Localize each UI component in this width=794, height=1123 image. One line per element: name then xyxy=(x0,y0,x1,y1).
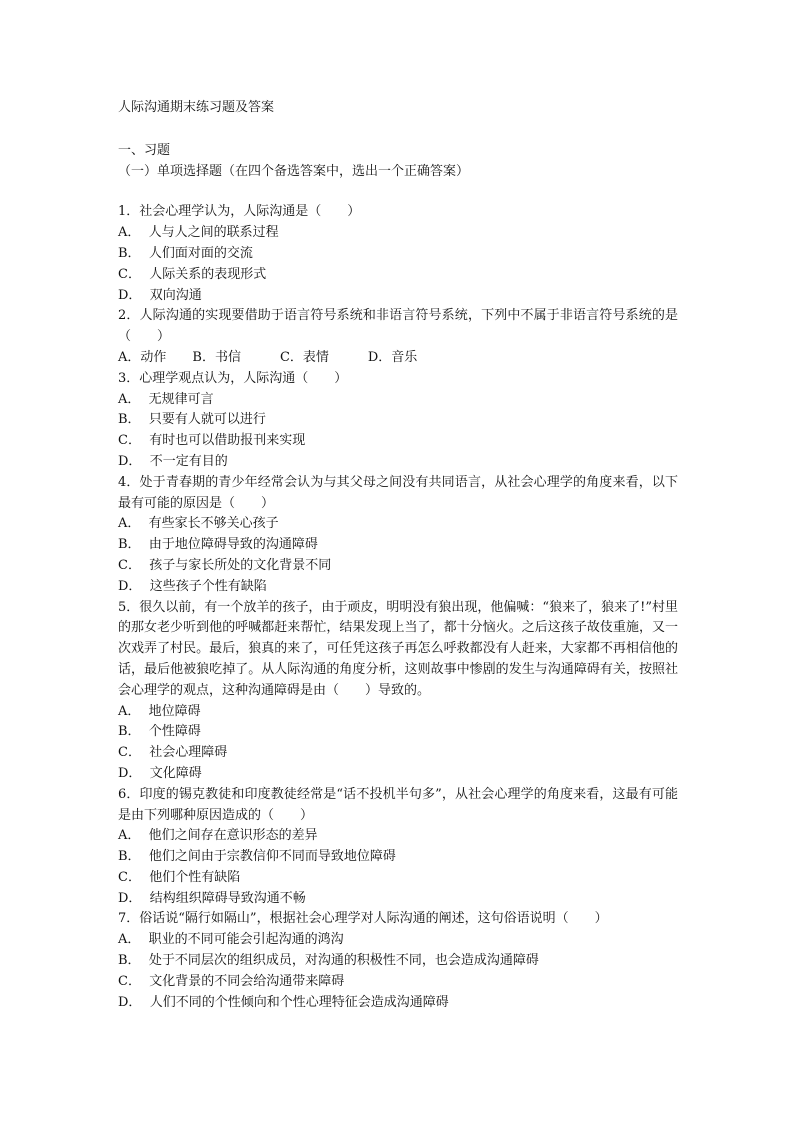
question-4-stem: 4．处于青春期的青少年经常会认为与其父母之间没有共同语言，从社会心理学的角度来看，以下最有可能的原因是（ ） xyxy=(118,474,678,511)
question-6-option-a: A． 他们之间存在意识形态的差异 xyxy=(118,828,318,844)
spacer xyxy=(118,182,678,202)
question-6-option-d: D． 结构组织障碍导致沟通不畅 xyxy=(118,890,306,906)
question-4-option-a: A． 有些家长不够关心孩子 xyxy=(118,516,279,532)
question-3-option-b: B． 只要有人就可以进行 xyxy=(118,412,266,428)
question-4-option-c: C． 孩子与家长所处的文化背景不同 xyxy=(118,557,332,573)
question-3-stem: 3．心理学观点认为，人际沟通（ ） xyxy=(118,370,348,386)
spacer xyxy=(118,119,678,141)
question-5-option-d: D． 文化障碍 xyxy=(118,765,202,781)
question-1-stem: 1．社会心理学认为，人际沟通是（ ） xyxy=(118,204,361,220)
question-3-option-c: C． 有时也可以借助报刊来实现 xyxy=(118,433,306,449)
question-3-option-a: A． 无规律可言 xyxy=(118,391,214,407)
question-7-option-d: D． 人们不同的个性倾向和个性心理特征会造成沟通障碍 xyxy=(118,994,449,1010)
subsection-heading: （一）单项选择题（在四个备选答案中，选出一个正确答案） xyxy=(118,163,470,179)
question-1-option-a: A． 人与人之间的联系过程 xyxy=(118,225,279,241)
question-6-option-b: B． 他们之间由于宗教信仰不同而导致地位障碍 xyxy=(118,849,396,865)
question-3-option-d: D． 不一定有目的 xyxy=(118,453,228,469)
question-4-option-b: B． 由于地位障碍导致的沟通障碍 xyxy=(118,537,318,553)
question-6-stem: 6．印度的锡克教徒和印度教徒经常是“话不投机半句多”，从社会心理学的角度来看，这最有可能是由下列哪种原因造成的（ ） xyxy=(118,786,678,823)
question-7-option-c: C． 文化背景的不同会给沟通带来障碍 xyxy=(118,973,345,989)
question-1-option-b: B． 人们面对面的交流 xyxy=(118,245,253,261)
question-1-option-c: C． 人际关系的表现形式 xyxy=(118,266,267,282)
question-7-option-b: B． 处于不同层次的组织成员，对沟通的积极性不同，也会造成沟通障碍 xyxy=(118,953,539,969)
question-1-option-d: D． 双向沟通 xyxy=(118,287,202,303)
question-5-stem: 5．很久以前，有一个放羊的孩子，由于顽皮，明明没有狼出现，他偏喊：“狼来了，狼来了!”村里的那女老少听到他的呼喊都赶来帮忙，结果发现上当了，都十分恼火。之后这孩子故伎重施，又一次戏弄了村民。最后，狼真的来了，可任凭这孩子再怎么呼救都没有人赶来，大家都不再相信他的话，最后他被狼吃掉了。从人际沟通的角度分析，这则故事中惨剧的发生与沟通障碍有关，按照社会心理学的观点，这种沟通障碍是由（ ）导致的。 xyxy=(118,599,678,698)
question-7-stem: 7．俗话说“隔行如隔山”，根据社会心理学对人际沟通的阐述，这句俗语说明（ ） xyxy=(118,911,608,927)
document-title: 人际沟通期末练习题及答案 xyxy=(118,100,275,115)
document-page xyxy=(118,98,678,1013)
question-6-option-c: C． 他们个性有缺陷 xyxy=(118,869,241,885)
question-5-option-a: A． 地位障碍 xyxy=(118,703,201,719)
question-7-option-a: A． 职业的不同可能会引起沟通的鸿沟 xyxy=(118,932,344,948)
question-5-option-b: B． 个性障碍 xyxy=(118,724,201,740)
question-2-stem: 2．人际沟通的实现要借助于语言符号系统和非语言符号系统，下列中不属于非语言符号系统的是（ ） xyxy=(118,308,678,345)
question-5-option-c: C． 社会心理障碍 xyxy=(118,745,228,761)
section-heading: 一、习题 xyxy=(118,142,171,158)
question-4-option-d: D． 这些孩子个性有缺陷 xyxy=(118,578,267,594)
question-2-options: A．动作 B．书信 C．表情 D．音乐 xyxy=(118,349,418,365)
